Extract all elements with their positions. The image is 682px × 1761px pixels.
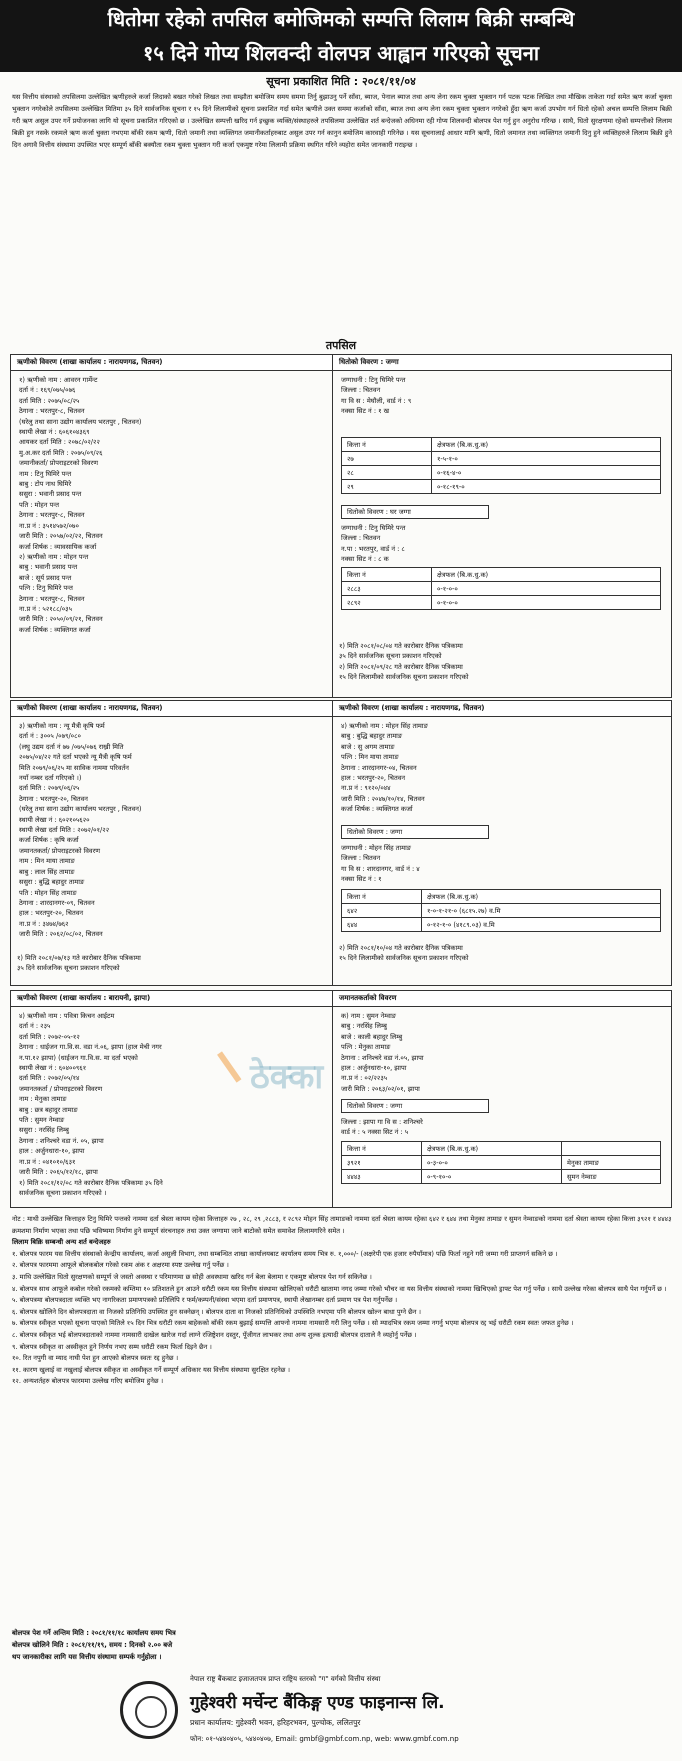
block2-left-head: ऋणीको विवरण (शाखा कार्यालय : नारायणगढ, चितवन) [11, 701, 333, 717]
b1-borrower-line: ठेगाना : भरतपुर-८, चितवन [19, 594, 85, 603]
b3-guarantor-line: हाल : अर्जुनधारा-१०, झापा [341, 1064, 407, 1073]
b1-borrower-line: स्थायी लेखा नं : ६०६१०४३६९ [19, 428, 90, 437]
company-logo [120, 1681, 178, 1739]
b2-borrower-line: ३) ऋणीको नाम : न्यू मैत्री कृषि फर्म [19, 722, 105, 730]
b1-notice-1: १) मिति २०८१/०८/०४ गते कारोबार दैनिक पत्रिकामा [339, 642, 463, 650]
table-row: २७ १-५-१-० [342, 452, 661, 466]
b3-guarantor-line: क) नाम : सुमन नेम्वाङ [341, 1012, 396, 1020]
b1-borrower-line: जारी मिति : २०५७/०२/२२, चितवन [19, 532, 103, 541]
b3-borrower-line: १) मिति २०८१/१२/०८ गते कारोबार दैनिक पत्रिकामा ३५ दिने [19, 1178, 163, 1187]
table-header: कित्ता नं [342, 890, 422, 904]
b2-borrower-line: स्थायी लेखा दर्ता मिति : २०७२/०१/२२ [19, 826, 110, 835]
b2-notice-1: १) मिति २०८१/०७/१३ गते कारोबार दैनिक पत्रिकामा [17, 954, 141, 962]
term-item: ९. बोलपत्र स्वीकृत वा अस्वीकृत हुने निर्णय नभए सम्म धरौटी रकम फिर्ता दिइने छैन । [12, 1342, 212, 1351]
b2-borrower-right-line: जारी मिति : २०४७/१०/१४, चितवन [341, 794, 425, 803]
company-contact: फोन: ०१-५४४०४०५, ५४४०४०७, Email: gmbf@gmbf.com.np, web: www.gmbf.com.np [190, 1735, 459, 1743]
title-line-2: १५ दिने गोप्य शिलवन्दी वोलपत्र आह्वान गरिएको सूचना [142, 41, 540, 65]
b3-guarantor-line: ठेगाना : शनिश्चरे वडा नं.०५, झापा [341, 1053, 424, 1062]
b3-borrower-line: ठेगाना : धाईजन गा.वि.स. वडा नं.०६, झापा (हाल मेची नगर [19, 1043, 162, 1052]
block-2 [10, 700, 672, 986]
b2-notice-1b: ३५ दिने सार्वजनिक सूचना प्रकाशन गरिएको [17, 964, 120, 972]
b1-borrower-line: आयकर दर्ता मिति : २०७८/०२/२२ [19, 438, 100, 447]
b2-borrower-line: कर्जा शिर्षक : कृषि कर्जा [19, 836, 79, 845]
block3-left-head: ऋणीको विवरण (शाखा कार्यालय : बारायनी, झापा) [11, 991, 333, 1007]
block2-right-col [333, 717, 671, 985]
b1-borrower-line: कर्जा शिर्षक : व्यावसायिक कर्जा [19, 542, 97, 551]
b3-guarantor-line: बाबु : नरसिंह लिम्बु [341, 1022, 387, 1031]
b2-borrower-line: जारी मिति : २०६२/०८/०२, चितवन [19, 930, 103, 939]
b3-borrower-line: दर्ता मिति : २०७२-०५-१२ [19, 1032, 80, 1041]
b2-borrower-line: ससुरा : बुद्धि बहादुर तामाङ [19, 878, 85, 887]
table-header [562, 1142, 661, 1156]
table-header: क्षेत्रफल (बि.क.धु.क) [422, 890, 661, 904]
term-item: १२. अन्यशर्तहरु बोलपत्र फारममा उल्लेख गरिए बमोजिम हुनेछ । [12, 1377, 164, 1386]
b1-land-sheet: नक्सा सिट नं : १ ख [341, 407, 390, 416]
notice-title [0, 0, 682, 72]
b1-land-district: जिल्ला : चितवन [341, 386, 381, 395]
b1-borrower-line: ना.प्र नं : ३५१४५७२/०७० [19, 521, 79, 530]
b3-guarantor-line: ना.प्र नं : ०२/२२३५ [341, 1074, 388, 1083]
table-row: २८ ०-१६-४-० [342, 466, 661, 480]
table-row: २८८३ ०-१-०-० [342, 582, 661, 596]
intro-paragraph: यस वित्तीय संस्थाको तपसिलमा उल्लेखित ऋणीहरुले कर्जा लिदाको बखत गरेको लिखत तथा सम्झौता बमोजिम समय सममा तिर्नु बुझाउनु पर्ने साँवा, ब्याज, पेनाल ब्याज तथा अन्य लेना रकम चुक्ता भुक्तान गर्न पटक पटक लिखित तथा मौखिक ताकेता गर्दा समेत ऋण कर्जा चुक्ता भुक्तान नगरेकोले तपसिलमा उल्लेखित मितिमा ३५ दिने सार्वजनिक सूचना र १५ दिने लिलामीको सूचना प्रकाशित गर्दा समेत ऋणीले उक्त सममा कर्जाको साँवा, ब्याज तथा अन्य लेना रकम चुक्ता भुक्तान नगरेको हुँदा ऋण कर्जा उपभोग गर्न धितो रहेको अचल सम्पत्ति लिलाम बिक्री गरी ऋण असुल उपर गर्ने प्रयोजनका लागि यो सूचना प्रकाशित गरिएको छ । उल्लेखित सम्पत्ती खरिद गर्न इच्छुक व्यक्ति/संस्थाहरुले तपसिलमा उल्लेखित शर्त बन्देजको अधिनमा रही गोप्य शिलवन्दी बोलपत्र पेश गर्नु हुन अनुरोध गरिन्छ । साथै, धितो सुरक्षणमा रहेको सम्पत्तीको लिलाम बिक्री हुन नसके रकमले ऋण कर्जा चुक्ता नभएमा बाँकी रकम ऋणी, धितो जमानी तथा व्यक्तिगत जमानीकर्ताहरुबाट असुल उपर गर्न कानुन बमोजिम कारवाही गरिनेछ । यस सूचनालाई आधार मानि ऋणी, धितो जमानत तथा व्यक्तिगत जमानी दिनु हुने व्यक्तिहरुले लिलाम बिक्री हुने दिन अगावै वित्तीय संस्थामा उपस्थित भएर सम्पूर्ण बाँकी बक्यौता रकम चुक्ता भुक्तान गरी कर्जा एकमुष्ट गरेमा लिलामी प्रक्रिया स्थगित गरिने व्यहोरा समेत जानकारी गराइन्छ । [12, 93, 672, 149]
b1-borrower-line: जमानीकर्ता/ प्रोपराइटरको विवरण [19, 459, 98, 468]
deadline-submit: बोलपत्र पेश गर्ने अन्तिम मिति : २०८१/११/१८ कार्यालय समय भित्र [12, 1629, 176, 1637]
b1-borrower-line: नाम : टिनु घिमिरे पन्त [19, 469, 72, 478]
b2-borrower-line: २०७५/०४/२२ गते दर्ता भएको न्यू मैत्री कृषि फर्म [19, 753, 132, 762]
b1-borrower-line: ना.प्र नं : ५२१८८/०३५ [19, 604, 73, 613]
term-item: ५. बोलपत्रमा बोलपत्रदाता व्यक्ति भए नागरिकता प्रमाणपत्रको प्रतिलिपि र फर्म/कम्पनी/संस्था भएमा दर्ता प्रमाणपत्र, स्थायी लेखानम्बर दर्ता प्रमाण पत्र पेश गर्नुपर्नेछ । [12, 1296, 398, 1305]
b1-borrower-line: पति : मोहन पन्त [19, 500, 60, 509]
b2-borrower-line: नयाँ नम्बर दर्ता गरिएको ।) [19, 774, 82, 783]
b2-borrower-line: ठेगाना : भरतपुर-२०, चितवन [19, 794, 88, 803]
b1-house-head: धितोको विवरण : घर जग्गा [341, 505, 489, 519]
block3-left-col [11, 1007, 333, 1207]
title-line-1: धितोमा रहेको तपसिल बमोजिमको सम्पत्ति लिलाम बिक्री सम्बन्धि [107, 7, 575, 31]
b1-borrower-line: ठेगाना : भरतपुर-८, चितवन [19, 511, 85, 520]
b1-borrower-line: १) ऋणीको नाम : आवरन गार्मेन्ट [19, 376, 98, 384]
b2-borrower-line: (लघु उद्यम दर्ता नं ७७ /०७५/०७६ राख्री मिति [19, 742, 124, 751]
b3-borrower-line: न.पा.१२ झापा) (धाईजन गा.वि.स. मा दर्ता भएको [19, 1053, 138, 1062]
b3-borrower-line: दर्ता नं : २३५ [19, 1022, 51, 1031]
b1-borrower-line: बाजे : सूर्य प्रसाद पन्त [19, 573, 72, 582]
b2-borrower-right-line: बाबु : बुद्धि बहादुर तामाङ [341, 732, 403, 741]
block-3 [10, 990, 672, 1208]
company-name: गुहेश्वरी मर्चेन्ट बैंकिङ्ग एण्ड फाइनान्स लि. [190, 1693, 445, 1713]
table-row: ४४४३ ०-९-१०-० सुमन नेम्वाङ [342, 1170, 661, 1184]
company-address: प्रधान कार्यालय: गुहेश्वरी भवन, हरिहरभवन, पुल्चोक, ललितपुर [190, 1718, 361, 1727]
table-row: २९ ०-१८-१९-० [342, 480, 661, 494]
notes-lead: नोट : माथी उल्लेखित कित्ताहरु टिनु घिमिरे पन्तको नाममा दर्ता श्रेस्ता कायम रहेका कित्ताहरु २७ , २८, २९ ,२८८३, र २८९२ मोहन सिंह तामाङको नाममा दर्ता श्रेस्ता कायम रहेका ६४२ र ६४४ तथा मेनुका तामाङ र सुमन नेम्वाङको नाममा दर्ता श्रेस्ता कायम रहेका कित्ता ३९२१ र ४४४३ क्रमशमा निर्माण भएका तथा पछि भविष्यमा निर्माण हुने सम्पूर्ण संरचनाहरु तथा उक्त जग्गामा जाने बाटोको समेत समावेश लिलामगरिने समेत । [12, 1215, 672, 1235]
b2-borrower-line: ना.प्र नं : ३४७४/७६२ [19, 919, 69, 928]
b3-borrower-line: सार्वजनिक सूचना प्रकाशन गरिएको । [19, 1188, 107, 1197]
block1-right-col [333, 371, 671, 697]
b1-notice-2: २) मिति २०८१/०९/२८ गते कारोबार दैनिक पत्रिकामा [339, 663, 463, 671]
b2-borrower-right-line: ना.प्र नं : ९१२०/०४४ [341, 784, 391, 793]
b3-borrower-line: ससुरा : नरसिंह लिम्बु [19, 1126, 69, 1135]
b1-borrower-line: बाबु : टोप नाथ घिमिरे [19, 480, 72, 489]
b2-borrower-right-line: बाजे : सु अगम तामाङ [341, 742, 395, 751]
b2-land-owner: जग्गाधनी : मोहन सिंह तामाङ [341, 844, 411, 852]
b2-land-vdc: गा वि स : शारदानगर, वार्ड नं : ४ [341, 864, 420, 873]
b2-land-head: धितोको विवरण : जग्गा [341, 825, 489, 839]
b1-house-municipality: न.पा : भरतपुर, वार्ड नं : ८ [341, 544, 405, 553]
contact-note: थप जानकारीका लागि यस वित्तीय संस्थामा सम्पर्क गर्नुहोला । [12, 1653, 162, 1661]
b1-borrower-line: मु.अ.कर दर्ता मिति : २०७५/०९/२६ [19, 448, 103, 457]
b3-borrower-line: स्थायी लेखा नं : ६०४००९६१ [19, 1064, 87, 1073]
b3-borrower-line: ४) ऋणीको नाम : पवित्रा किचन आईटम [19, 1012, 115, 1020]
term-item: १. बोलपत्र फारम यस वित्तीय संस्थाको केन्द्रीय कार्यालय, कर्जा असुली विभाग, तथा सम्बन्धित शाखा कार्यालयबाट कार्यालय समय भित्र रु. १,०००/- (अक्षरेपी एक हजार रुपैयाँमात्र) पछि फिर्ता नहुने गरी जम्मा गरी प्राप्तगर्न सकिने छ । [12, 1249, 558, 1258]
footer-tagline: नेपाल राष्ट्र बैंकबाट इजाजतपत्र प्राप्त राष्ट्रिय स्तरको "ग" वर्गको वित्तीय संस्था [190, 1675, 381, 1683]
table-header: क्षेत्रफल (बि.क.धु.क) [432, 568, 661, 582]
b3-guarantor-line: जारी मिति : २०६३/०२/०१, झापा [341, 1084, 420, 1093]
table-row: २८९२ ०-१-०-० [342, 596, 661, 610]
b2-borrower-right-line: पत्नि : मिन माया तामाङ [341, 753, 399, 762]
b2-borrower-line: बाबु : लाल सिंह तामाङ [19, 867, 75, 876]
b2-borrower-line: मिति २०७९/०६/२५ मा साविक नाममा परिवर्तन [19, 763, 129, 772]
b3-borrower-line: ठेगाना : शनिश्चरे वडा नं. ०५, झापा [19, 1136, 104, 1145]
block3-right-col [333, 1007, 671, 1207]
table-row: ६४४ ०-१२-१-० (४१८९.०३) व.मि [342, 918, 661, 932]
block-1 [10, 354, 672, 698]
b1-borrower-line: कर्जा शिर्षक : व्यक्तिगत कर्जा [19, 625, 91, 634]
b3-guarantor-line: बाजे : काली बहादुर लिम्बु [341, 1032, 403, 1041]
b2-land-table [341, 889, 661, 932]
b3-borrower-line: दर्ता मिति : २०७२/०५/१४ [19, 1074, 80, 1083]
block3-right-head: जमानतकर्ताको विवरण [333, 991, 671, 1007]
table-header: कित्ता नं [342, 1142, 422, 1156]
b1-borrower-line: बाबु : भवानी प्रसाद पन्त [19, 563, 78, 572]
b2-borrower-line: पति : मोहन सिंह तामाङ [19, 888, 77, 897]
b1-land-vdc: गा वि स : मेघौली, वार्ड नं : ९ [341, 396, 412, 405]
block1-left-col [11, 371, 333, 697]
b1-borrower-line: दर्ता नं : १६९/०७५/०७६ [19, 386, 76, 395]
table-row: ३९२१ ०-३-०-० मेनुका तामाङ [342, 1156, 661, 1170]
b2-borrower-line: ठेगाना : शारदानगर-०९, चितवन [19, 898, 95, 907]
b1-borrower-line: ठेगाना : भरतपुर-८, चितवन [19, 407, 85, 416]
b3-borrower-line: बाबु : छत्र बहादुर तामाङ [19, 1105, 78, 1114]
b1-borrower-line: पत्नि : टिनु घिमिरे पन्त [19, 584, 73, 593]
b2-borrower-line: हाल : भरतपुर-२०, चितवन [19, 909, 84, 918]
b1-notice-1b: ३५ दिने सार्वजनिक सूचना प्रकाशन गरिएको [339, 652, 442, 660]
term-item: ३. माथि उल्लेखित धितो सुरक्षणको सम्पूर्ण जे जस्तो अवस्था र परिमाणमा छ सोही अवस्थामा खरिद गर्न बेला बेलामा र एकमुष्ट बोलपत्र पेश गर्न सकिनेछ । [12, 1272, 372, 1281]
term-item: ६. बोलपत्र खोलिने दिन बोलपत्रदाता वा निजको प्रतिनिधि उपस्थित हुन सक्नेछन् । बोलपत्र दाता वा निजको प्रतिनिधिको उपस्थिति नभएमा पनि बोलपत्र खोल्न बाधा पुग्ने छैन । [12, 1307, 422, 1316]
table-header: कित्ता नं [342, 438, 432, 452]
b1-house-table [341, 567, 661, 610]
term-item: ११. कारण खुलाई वा नखुलाई बोलपत्र स्वीकृत वा अस्वीकृत गर्ने सम्पूर्ण अधिकार यस वित्तीय संस्थामा सुरक्षित रहनेछ । [12, 1365, 290, 1374]
b3-borrower-line: जमानतकर्ता / प्रोपराइटरको विवरण [19, 1084, 103, 1093]
block1-right-head: धितोको विवरण : जग्गा [333, 355, 671, 371]
b2-borrower-right-line: ४) ऋणीको नाम : मोहन सिंह तामाङ [341, 722, 428, 730]
b1-borrower-line: जारी मिति : २०५०/०९/२१, चितवन [19, 615, 103, 624]
table-row: ६४२ १-०-१-२१-० (६८१५.२७) व.मि [342, 904, 661, 918]
b2-land-district: जिल्ला : चितवन [341, 854, 381, 863]
b3-borrower-line: ना.प्र नं : ०४१०१०/६३१ [19, 1157, 76, 1166]
terms-title: लिलाम बिक्रि सम्बन्धी अन्य शर्त बन्देजहरु [12, 1238, 111, 1247]
b2-borrower-line: दर्ता नं : ३००५ /०७९/०८० [19, 732, 81, 741]
b2-borrower-line: स्थायी लेखा नं : ६०२१०५६२० [19, 815, 90, 824]
b1-borrower-line: (घरेलु तथा साना उद्योग कार्यालय भरतपुर , चितवन) [19, 417, 142, 426]
b3-borrower-line: हाल : अर्जुनधारा-१०, झापा [19, 1147, 85, 1156]
b1-land-owner: जग्गाधनी : टिनु घिमिरे पन्त [341, 376, 406, 384]
b2-notice-2: २) मिति २०८१/१०/०४ गते कारोबार दैनिक पत्रिकामा [339, 944, 463, 952]
tapasil-heading: तपसिल [325, 339, 357, 352]
b2-land-sheet: नक्सा सिट नं : १ [341, 875, 382, 884]
b3-land-table [341, 1141, 661, 1184]
b2-borrower-line: जमानतकर्ता/ प्रोपराइटरको विवरण [19, 846, 101, 855]
b2-borrower-line: नाम : मिन माया तामाङ [19, 857, 75, 866]
b2-borrower-line: (घरेलु तथा साना उद्योग कार्यालय भरतपुर , चितवन) [19, 805, 142, 814]
b1-land-table [341, 437, 661, 494]
watermark-text: ठेक्का [250, 1057, 324, 1097]
table-header: क्षेत्रफल (बि.क.धु.क) [432, 438, 661, 452]
b3-borrower-line: पति : सुमन नेम्वाङ [19, 1116, 65, 1125]
b3-borrower-line: नाम : मेनुका तामाङ [19, 1095, 67, 1104]
term-item: ८. बोलपत्र स्वीकृत भई बोलपत्रदाताको नाममा नामसारी दाखेल खारेज गर्दा लाग्ने रजिष्ट्रेशन दस्तुर, पूँजीगत लाभकर तथा अन्य शुल्क इत्यादी बोलपत्र दाताले नै व्यहोर्नु पर्नेछ । [12, 1330, 417, 1339]
term-item: ४. बोलपत्र साथ आफूले कबोल गरेको रकमको कम्तिमा १० प्रतिशतले हुन आउने धरौटी रकम यस वित्तीय संस्थामा खोलिएको धरौटी खातामा नगद जम्मा गरेको भौचर वा यस वित्तीय संस्थाको नाममा खिचिएको ड्राफ्ट पेश गर्नु पर्नेछ । साथै उल्लेख गरेका बोलपत्र साथै पेश गर्नुपर्ने छ । [12, 1284, 667, 1293]
term-item: १०. रित नपुगी वा म्याद नाघी पेश हुन आएको बोलपत्र स्वतः रद्द हुनेछ । [12, 1354, 179, 1363]
terms-section [12, 1214, 672, 1388]
b1-house-owner: जग्गाधनी : टिनु घिमिरे पन्त [341, 524, 406, 532]
b3-land-head: धितोको विवरण : जग्गा [341, 1099, 489, 1113]
term-item: ७. बोलपत्र स्वीकृत भएको सूचना पाएको मितिले १५ दिन भित्र धरौटी रकम बाहेकको बाँकी रकम बुझाई सम्पत्ति आफ्नो नाममा नामसारी गरी लिनु पर्नेछ । सो म्यादभित्र रकम जम्मा नगर्नु भएमा बोलपत्र रद्द भई धरौटी रकम स्वतः जफत हुनेछ । [12, 1319, 574, 1328]
b2-borrower-right-line: ठेगाना : शारदानगर-०४, चितवन [341, 763, 417, 772]
b2-borrower-right-line: हाल : भरतपुर-२०, चितवन [341, 774, 406, 783]
table-header: क्षेत्रफल (बि.क.धु.क) [422, 1142, 562, 1156]
b1-house-district: जिल्ला : चितवन [341, 534, 381, 543]
b1-borrower-line: २) ऋणीको नाम : मोहन पन्त [19, 552, 89, 561]
b3-borrower-line: जारी मिति : २०६५/१२/१८, झापा [19, 1168, 98, 1177]
deadline-open: बोलपत्र खोलिने मिति : २०८१/११/१९, समय : दिनको २.०० बजे [12, 1641, 173, 1649]
b3-land-line-1: जिल्ला : झापा गा वि स : शनिश्चरे [341, 1118, 423, 1126]
table-header: कित्ता नं [342, 568, 432, 582]
b2-notice-2b: १५ दिने लिलामीको सार्वजनिक सूचना प्रकाशन गरिएको [339, 954, 469, 962]
b1-borrower-line: ससुरा : भवानी प्रसाद पन्त [19, 490, 82, 499]
b2-borrower-line: दर्ता मिति : २०७९/०६/२५ [19, 784, 80, 793]
b1-house-sheet: नक्सा सिट नं : ८ क [341, 555, 389, 564]
block2-right-head: ऋणीको विवरण (शाखा कार्यालय : नारायणगढ, चितवन) [333, 701, 671, 717]
block2-left-col [11, 717, 333, 985]
b2-borrower-right-line: कर्जा शिर्षक : व्यक्तिगत कर्जा [341, 805, 413, 814]
b1-notice-2b: १५ दिने लिलामीको सार्वजनिक सूचना प्रकाशन गरिएको [339, 673, 469, 681]
b1-borrower-line: दर्ता मिति : २०७५/०८/२५ [19, 396, 80, 405]
block1-left-head: ऋणीको विवरण (शाखा कार्यालय : नारायणगढ, चितवन) [11, 355, 333, 371]
b3-guarantor-line: पत्नि : मेनुका तामाङ [341, 1043, 391, 1052]
publish-date: सूचना प्रकाशित मिति : २०८१/११/०४ [266, 75, 416, 88]
term-item: २. बोलपत्र फारममा आफूले बोलकबोल गरेको रकम अंक र अक्षरमा स्पष्ट उल्लेख गर्नु पर्नेछ । [12, 1261, 229, 1270]
b3-land-line-2: वार्ड नं : ५ नक्सा सिट नं : ५ [341, 1128, 409, 1136]
